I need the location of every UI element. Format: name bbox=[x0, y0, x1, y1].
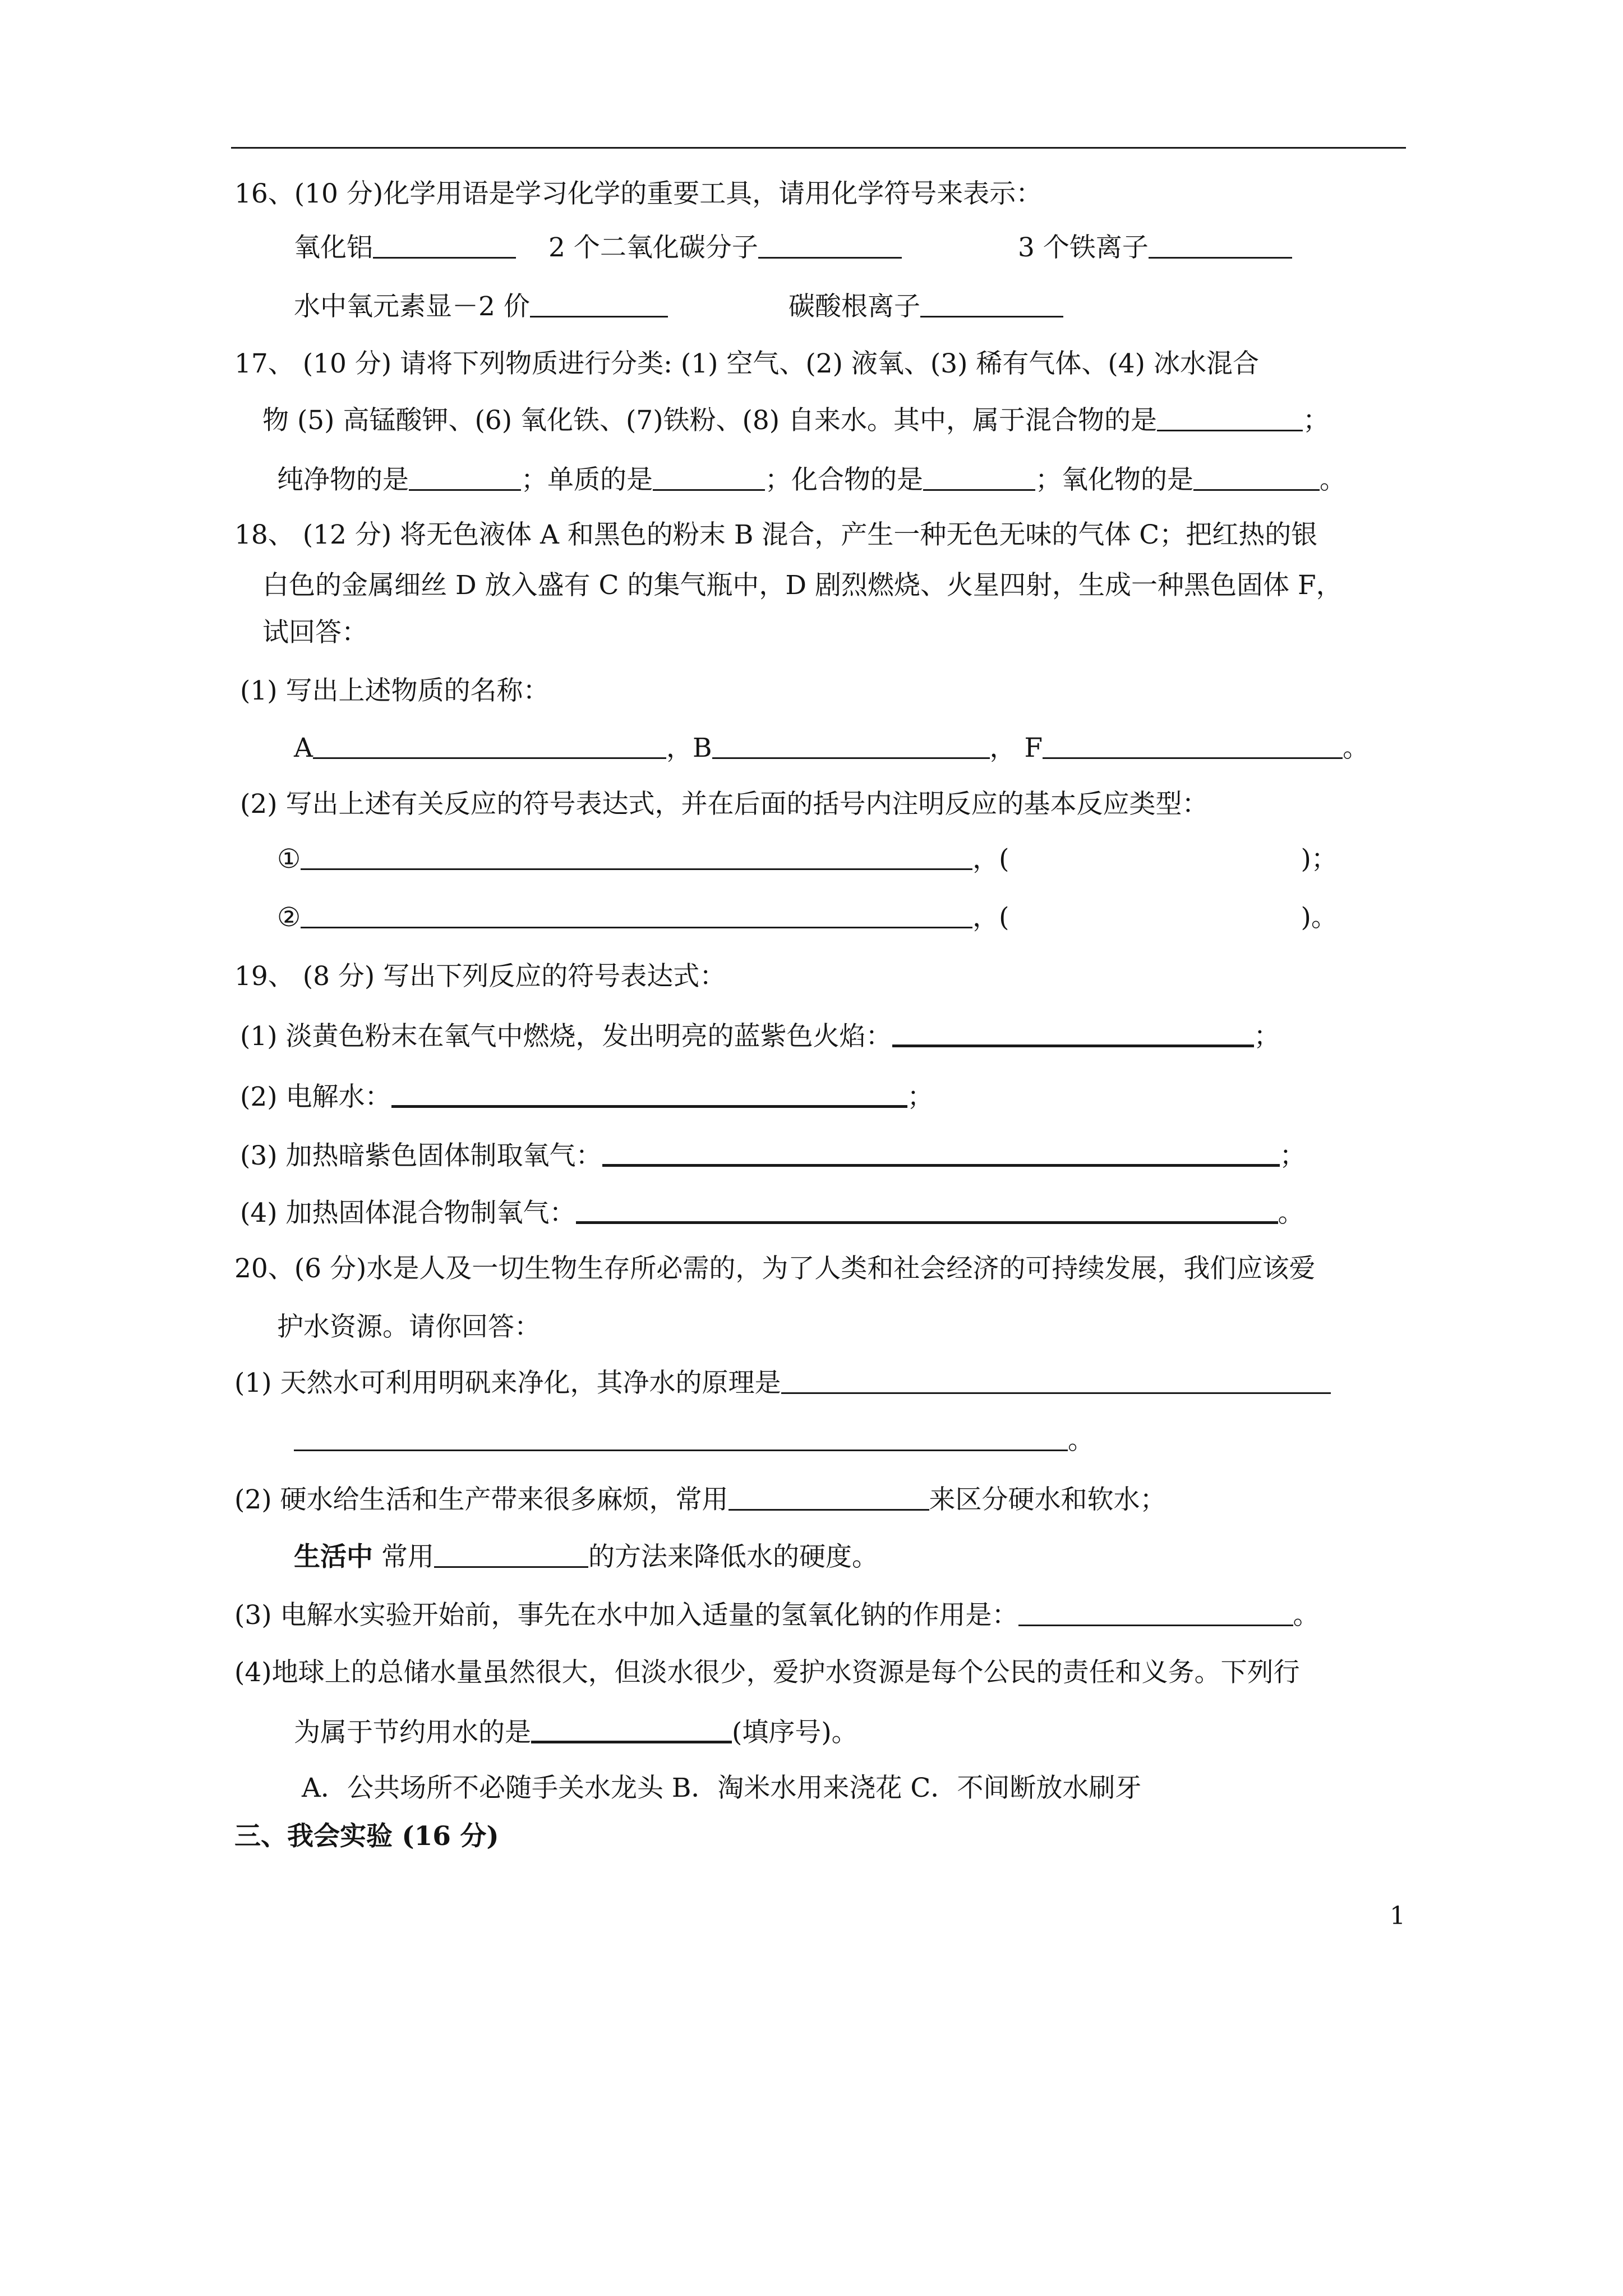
mixture-blank[interactable] bbox=[1157, 407, 1303, 431]
q18-sub-1: (1) 写出上述物质的名称： bbox=[240, 675, 550, 706]
oxide-blank[interactable] bbox=[1193, 467, 1320, 491]
q19-prompt: (3) 加热暗紫色固体制取氧气： bbox=[240, 1140, 602, 1171]
q20-line-1: 20、(6 分)水是人及一切生物生存所必需的，为了人类和社会经济的可持续发展，我们应该爱 bbox=[234, 1253, 1316, 1284]
q18-names-line bbox=[294, 735, 1369, 761]
q19-item-2 bbox=[240, 1083, 934, 1110]
q20-part-1 bbox=[234, 1370, 1331, 1396]
punctuation: 。 bbox=[1293, 1600, 1320, 1631]
q18-sub-2: (2) 写出上述有关反应的符号表达式，并在后面的括号内注明反应的基本反应类型： bbox=[240, 789, 1209, 820]
answer-blank[interactable] bbox=[920, 293, 1063, 318]
q19-item-4 bbox=[240, 1199, 1304, 1226]
answer-blank[interactable] bbox=[530, 293, 668, 318]
equation-blank[interactable] bbox=[391, 1083, 907, 1108]
q17-line-3 bbox=[277, 464, 1346, 495]
q16-label-1: 氧化铝 bbox=[294, 232, 373, 263]
answer-blank[interactable] bbox=[758, 234, 902, 259]
softening-method-blank[interactable] bbox=[434, 1544, 588, 1568]
q16-title: 16、(10 分)化学用语是学习化学的重要工具，请用化学符号来表示： bbox=[234, 178, 1043, 209]
circled-number-2: ② bbox=[277, 902, 301, 933]
substance-b-blank[interactable] bbox=[712, 735, 990, 759]
punctuation: ； bbox=[1303, 405, 1330, 436]
equation-blank[interactable] bbox=[301, 904, 972, 928]
punctuation: )； bbox=[1301, 844, 1338, 875]
q20-part-4: (4)地球上的总储水量虽然很大，但淡水很少，爱护水资源是每个公民的责任和义务。下列行 bbox=[234, 1657, 1300, 1688]
equation-blank[interactable] bbox=[301, 846, 972, 870]
q20-text: (填序号)。 bbox=[732, 1717, 858, 1748]
q18-reaction-1 bbox=[277, 844, 1338, 875]
page-number: 1 bbox=[1390, 1902, 1405, 1930]
q17-line-1: 17、 (10 分) 请将下列物质进行分类: (1) 空气、(2) 液氧、(3) 稀有气体、(4) 冰水混合 bbox=[234, 348, 1259, 379]
q20-part-4-cont bbox=[294, 1718, 858, 1746]
pure-substance-blank[interactable] bbox=[409, 467, 521, 491]
q16-label-3: 3 个铁离子 bbox=[1018, 232, 1149, 263]
punctuation: 。 bbox=[1278, 1198, 1304, 1228]
q18-line-3: 试回答： bbox=[262, 617, 368, 648]
punctuation: )。 bbox=[1301, 902, 1338, 933]
q17-text: 纯净物的是 bbox=[277, 464, 409, 495]
q16-item-5 bbox=[789, 293, 1063, 320]
punctuation: ； bbox=[1279, 1140, 1306, 1171]
q20-part-3 bbox=[234, 1600, 1320, 1631]
q20-text: 常用 bbox=[373, 1542, 434, 1572]
q17-text: 物 (5) 高锰酸钾、(6) 氧化铁、(7)铁粉、(8) 自来水。其中，属于混合物的是 bbox=[262, 405, 1158, 436]
equation-blank[interactable] bbox=[576, 1199, 1278, 1224]
punctuation: ； bbox=[907, 1082, 934, 1112]
q16-item-2 bbox=[548, 234, 902, 261]
q19-prompt: (1) 淡黄色粉末在氧气中燃烧，发出明亮的蓝紫色火焰： bbox=[240, 1021, 892, 1052]
label-b: ，B bbox=[666, 733, 712, 763]
q20-options: A．公共场所不必随手关水龙头 B．淘米水用来浇花 C．不间断放水刷牙 bbox=[302, 1773, 1142, 1803]
punctuation: ； bbox=[1253, 1021, 1280, 1052]
q20-line-2: 护水资源。请你回答： bbox=[277, 1312, 541, 1342]
q20-part-2-cont bbox=[294, 1544, 878, 1570]
q20-part-2 bbox=[234, 1484, 1166, 1515]
q20-part-1-cont bbox=[294, 1425, 1094, 1456]
q16-item-4 bbox=[294, 293, 668, 320]
punctuation: 。 bbox=[1320, 464, 1346, 495]
q18-reaction-2 bbox=[277, 904, 1338, 931]
circled-number-1: ① bbox=[277, 844, 301, 875]
q18-line-2: 白色的金属细丝 D 放入盛有 C 的集气瓶中，D 剧烈燃烧、火星四射，生成一种黑色固体 F， bbox=[262, 570, 1343, 601]
q20-prompt: (2) 硬水给生活和生产带来很多麻烦，常用 bbox=[234, 1484, 728, 1515]
substance-f-blank[interactable] bbox=[1043, 735, 1343, 759]
principle-blank[interactable] bbox=[781, 1370, 1331, 1394]
q16-label-4: 水中氧元素显－2 价 bbox=[294, 291, 530, 322]
q19-prompt: (2) 电解水： bbox=[240, 1082, 391, 1112]
compound-blank[interactable] bbox=[923, 467, 1035, 491]
q17-text: ；化合物的是 bbox=[765, 464, 923, 495]
choice-blank[interactable] bbox=[531, 1718, 732, 1743]
q16-item-1 bbox=[294, 234, 516, 261]
q19-prompt: (4) 加热固体混合物制氧气： bbox=[240, 1198, 576, 1228]
equation-blank[interactable] bbox=[602, 1142, 1280, 1167]
q19-item-3 bbox=[240, 1142, 1306, 1169]
answer-blank[interactable] bbox=[373, 234, 516, 259]
q19-item-1 bbox=[240, 1022, 1280, 1050]
q18-line-1: 18、 (12 分) 将无色液体 A 和黑色的粉末 B 混合，产生一种无色无味的气体 C；把红热的银 bbox=[234, 519, 1318, 550]
punctuation: 。 bbox=[1068, 1425, 1094, 1456]
punctuation: ，( bbox=[972, 844, 1009, 875]
equation-blank[interactable] bbox=[892, 1022, 1254, 1047]
q20-prompt: (1) 天然水可利用明矾来净化，其净水的原理是 bbox=[234, 1368, 781, 1398]
q16-label-5: 碳酸根离子 bbox=[789, 291, 920, 322]
q19-title: 19、 (8 分) 写出下列反应的符号表达式： bbox=[234, 961, 726, 992]
principle-blank-cont[interactable] bbox=[294, 1427, 1068, 1451]
naoh-role-blank[interactable] bbox=[1018, 1602, 1293, 1626]
answer-blank[interactable] bbox=[1149, 234, 1292, 259]
q20-prompt: (3) 电解水实验开始前，事先在水中加入适量的氢氧化钠的作用是： bbox=[234, 1600, 1018, 1631]
q16-label-2: 2 个二氧化碳分子 bbox=[548, 232, 758, 263]
q20-prompt: 为属于节约用水的是 bbox=[294, 1717, 531, 1748]
q17-text: ；单质的是 bbox=[521, 464, 653, 495]
element-blank[interactable] bbox=[653, 467, 765, 491]
punctuation: 。 bbox=[1343, 733, 1370, 763]
punctuation: ，( bbox=[972, 902, 1009, 933]
substance-a-blank[interactable] bbox=[313, 735, 666, 759]
label-f: ， F bbox=[989, 733, 1043, 763]
bold-label: 生活中 bbox=[294, 1542, 373, 1572]
header-rule bbox=[231, 147, 1406, 149]
q20-text: 的方法来降低水的硬度。 bbox=[588, 1542, 878, 1572]
hard-water-test-blank[interactable] bbox=[728, 1487, 929, 1511]
section-3-heading: 三、我会实验 (16 分) bbox=[234, 1821, 499, 1852]
label-a: A bbox=[294, 733, 313, 763]
q17-line-2 bbox=[262, 407, 1329, 434]
q17-text: ；氧化物的是 bbox=[1035, 464, 1193, 495]
q20-text: 来区分硬水和软水； bbox=[929, 1484, 1166, 1515]
q16-item-3 bbox=[1018, 234, 1292, 261]
